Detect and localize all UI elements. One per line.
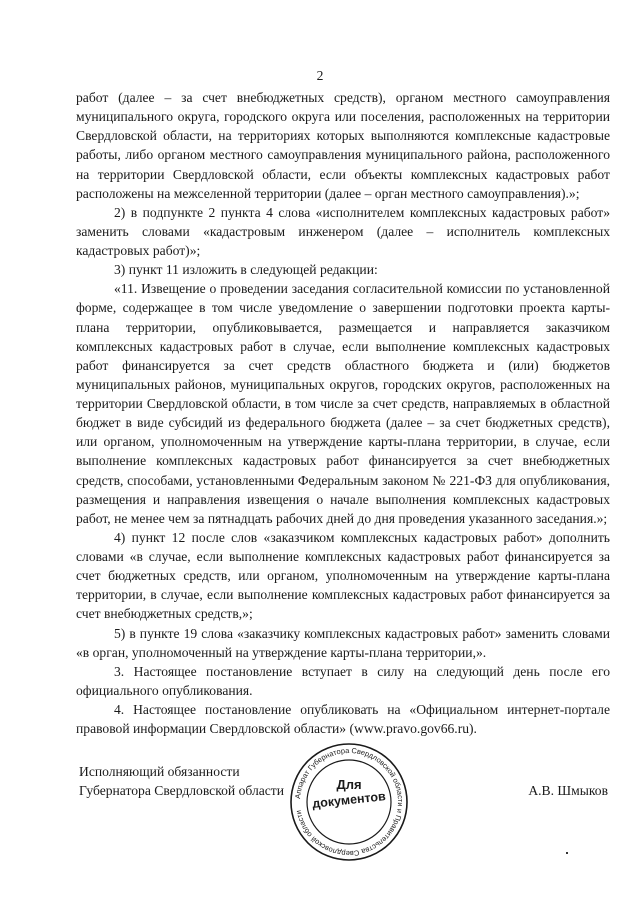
paragraph-item-4: 4) пункт 12 после слов «заказчиком комплексных кадастровых работ» дополнить словами «в случае, если выполнение комплексных кадастровых работ финансируется за счет бюджетных средств, или органом, уполномоченным на утверждение карты-плана территории, в случае, если выполнение комплексных кадастровых работ финансируется за счет внебюджетных средств,»; (76, 529, 610, 622)
stamp-center-line-2: документов (311, 789, 387, 811)
document-body (76, 88, 610, 738)
paragraph-continuation: работ (далее – за счет внебюджетных средств), органом местного самоуправления муниципального округа, городского округа или поселения, расположенных на территории Свердловской области, на территориях которых выполняются комплексные кадастровые работы, либо органом местного самоуправления муниципального района, расположенного на территории Свердловской области, если объекты комплексных кадастровых работ расположены на межселенной территории (далее – орган местного самоуправления).»; (76, 90, 610, 201)
paragraph-item-3: 3) пункт 11 изложить в следующей редакции: (114, 262, 378, 278)
signatory-title-line-1: Исполняющий обязанности (79, 764, 240, 779)
signatory-title-line-2: Губернатора Свердловской области (79, 783, 285, 798)
paragraph-quoted-point-11: «11. Извещение о проведении заседания согласительной комиссии по установленной форме, содержащее в том числе уведомление о завершении подготовки проекта карты-плана территории, опубликовывается, размещается и направляется заказчиком комплексных кадастровых работ в случае, если выполнение комплексных кадастровых работ финансируется за счет средств областного бюджета и (или) бюджетов муниципальных районов, муниципальных округов, городских округов, расположенных на территории Свердловской области, в том числе за счет средств, направляемых в областной бюджет в виде субсидий из федерального бюджета (далее – за счет бюджетных средств), или органом, уполномоченным на утверждение карты-плана территории, в случае, если выполнение комплексных кадастровых работ финансируется за счет внебюджетных средств, способами, установленными Федеральным законом № 221-ФЗ для опубликования, размещения и направления извещения о начале выполнения комплексных кадастровых работ, не менее чем за пятнадцать рабочих дней до дня проведения указанного заседания.»; (76, 281, 610, 526)
official-stamp (288, 741, 410, 863)
paragraph-item-5: 5) в пункте 19 слова «заказчику комплексных кадастровых работ» заменить словами «в орган, уполномоченный на утверждение карты-плана территории,». (76, 625, 610, 660)
paragraph-point-4: 4. Настоящее постановление опубликовать на «Официальном интернет-портале правовой информации Свердловской области» (www.pravo.gov66.ru). (76, 702, 610, 737)
paragraph-item-2: 2) в подпункте 2 пункта 4 слова «исполнителем комплексных кадастровых работ» заменить словами «кадастровым инженером (далее – исполнитель комплексных кадастровых работ)»; (76, 204, 610, 258)
signatory-name: А.В. Шмыков (528, 783, 608, 798)
stamp-ring-text: Аппарат Губернатора Свердловской области и Правительства Свердловской области (293, 745, 406, 859)
page-number: 2 (316, 68, 324, 83)
paragraph-point-3: 3. Настоящее постановление вступает в силу на следующий день после его официального опубликования. (76, 663, 610, 698)
stamp-center-line-1: Для (336, 777, 362, 792)
stray-dot (566, 852, 568, 854)
